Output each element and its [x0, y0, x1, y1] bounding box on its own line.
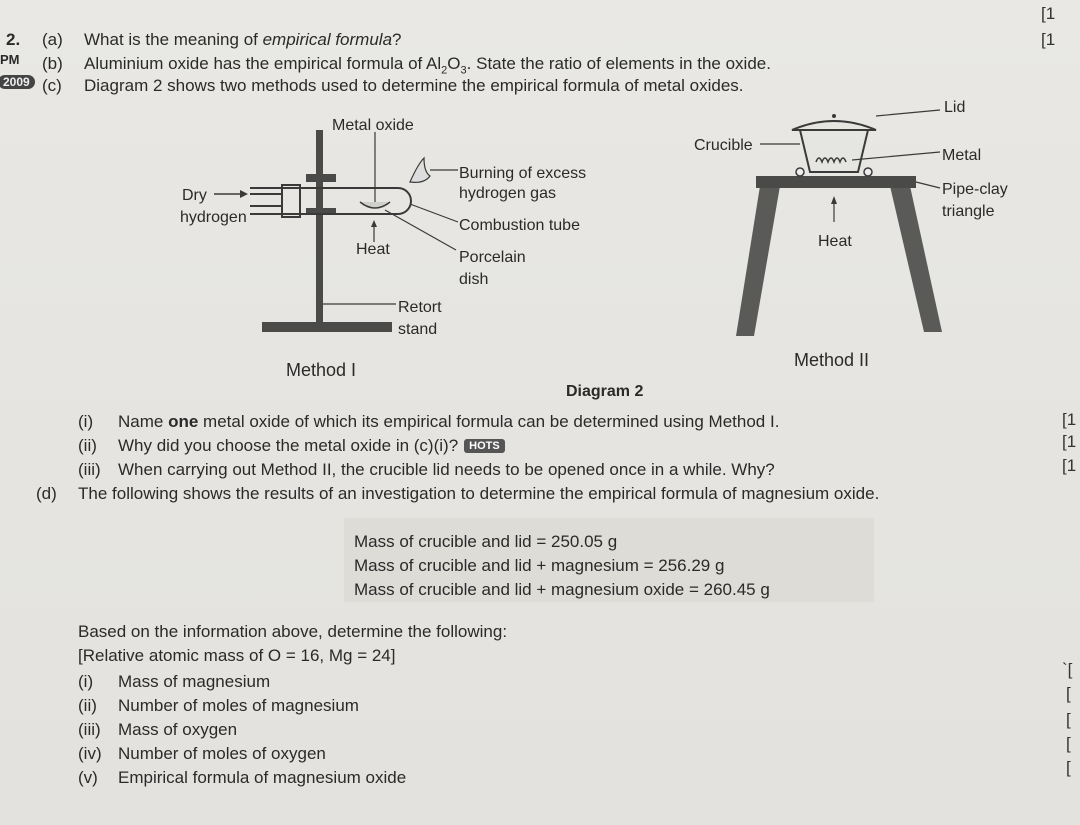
label-retort-2: stand — [398, 321, 438, 338]
mark-dii: [ — [1066, 684, 1071, 703]
pm-tag: PM — [0, 52, 20, 67]
result-line-2: Mass of crucible and lid + magnesium = 256.29 g — [354, 556, 725, 575]
year-tag: 2009 — [0, 75, 35, 89]
label-retort-1: Retort — [398, 299, 442, 316]
mark-dv: [ — [1066, 758, 1071, 777]
method-2-title: Method II — [794, 350, 870, 370]
d-item-label: (ii) — [78, 696, 97, 715]
label-metal: Metal — [942, 147, 982, 164]
qc-label: (c) — [42, 76, 62, 95]
result-line-1: Mass of crucible and lid = 250.05 g — [354, 532, 618, 551]
d-item-text: Mass of magnesium — [118, 672, 271, 691]
cii-text: Why did you choose the metal oxide in (c)(i)? HOTS — [118, 436, 505, 456]
method-2-apparatus — [736, 110, 942, 336]
label-dry: Dry — [182, 187, 207, 204]
qb-text: Aluminium oxide has the empirical formula of $Al_2O_3$. State the ratio of elements in the oxide. — [84, 54, 771, 77]
method-1-title: Method I — [286, 360, 357, 380]
qb-label: (b) — [42, 54, 63, 73]
label-pipeclay-1: Pipe-clay — [942, 181, 1008, 198]
based-on-text: Based on the information above, determine the following: — [78, 622, 508, 641]
label-pipeclay-2: triangle — [942, 203, 995, 220]
mark-ci: [1 — [1062, 410, 1077, 429]
d-item-text: Empirical formula of magnesium oxide — [118, 768, 407, 787]
qa-text: What is the meaning of empirical formula? — [84, 30, 402, 49]
mark-qa: [1 — [1041, 30, 1056, 49]
results-box — [344, 518, 874, 602]
retort-base — [262, 322, 392, 332]
ciii-label: (iii) — [78, 460, 101, 479]
d-label: (d) — [36, 484, 57, 503]
diagram-caption: Diagram 2 — [566, 383, 644, 400]
question-number: 2. — [6, 30, 21, 49]
label-porcelain-2: dish — [459, 271, 489, 288]
ram-text: [Relative atomic mass of O = 16, Mg = 24] — [78, 646, 396, 665]
ciii-text: When carrying out Method II, the crucible lid needs to be opened once in a while. Why? — [118, 460, 775, 479]
ci-label: (i) — [78, 412, 94, 431]
mark-di: `[ — [1062, 660, 1073, 679]
label-crucible: Crucible — [694, 137, 753, 154]
mark-diii: [ — [1066, 710, 1071, 729]
d-item-label: (iii) — [78, 720, 101, 739]
retort-rod — [316, 130, 323, 324]
hots-badge: HOTS — [464, 439, 505, 453]
label-combustion: Combustion tube — [459, 217, 580, 234]
d-item-label: (v) — [78, 768, 98, 787]
label-lid: Lid — [944, 99, 966, 116]
label-porcelain-1: Porcelain — [459, 249, 526, 266]
d-text: The following shows the results of an investigation to determine the empirical formula of magnesium oxide. — [78, 484, 880, 503]
label-hydrogen: hydrogen — [180, 209, 247, 226]
mark-ciii: [1 — [1062, 456, 1077, 475]
d-item-text: Mass of oxygen — [118, 720, 238, 739]
result-line-3: Mass of crucible and lid + magnesium oxide = 260.45 g — [354, 580, 770, 599]
label-burning-2: hydrogen gas — [459, 185, 556, 202]
d-item-label: (iv) — [78, 744, 102, 763]
diagram-2 — [0, 90, 1080, 400]
label-heat-2: Heat — [818, 233, 852, 250]
d-item-text: Number of moles of oxygen — [118, 744, 326, 763]
cii-label: (ii) — [78, 436, 97, 455]
mark-div: [ — [1066, 734, 1071, 753]
d-item-text: Number of moles of magnesium — [118, 696, 359, 715]
mark-cii: [1 — [1062, 432, 1077, 451]
d-item-label: (i) — [78, 672, 94, 691]
qc-text: Diagram 2 shows two methods used to determine the empirical formula of metal oxides. — [84, 76, 744, 95]
qa-label: (a) — [42, 30, 63, 49]
label-metal-oxide: Metal oxide — [332, 117, 414, 134]
mark-top: [1 — [1041, 4, 1056, 23]
ci-text: Name one metal oxide of which its empirical formula can be determined using Method I. — [118, 412, 780, 431]
label-heat-1: Heat — [356, 241, 390, 258]
label-burning-1: Burning of excess — [459, 165, 587, 182]
